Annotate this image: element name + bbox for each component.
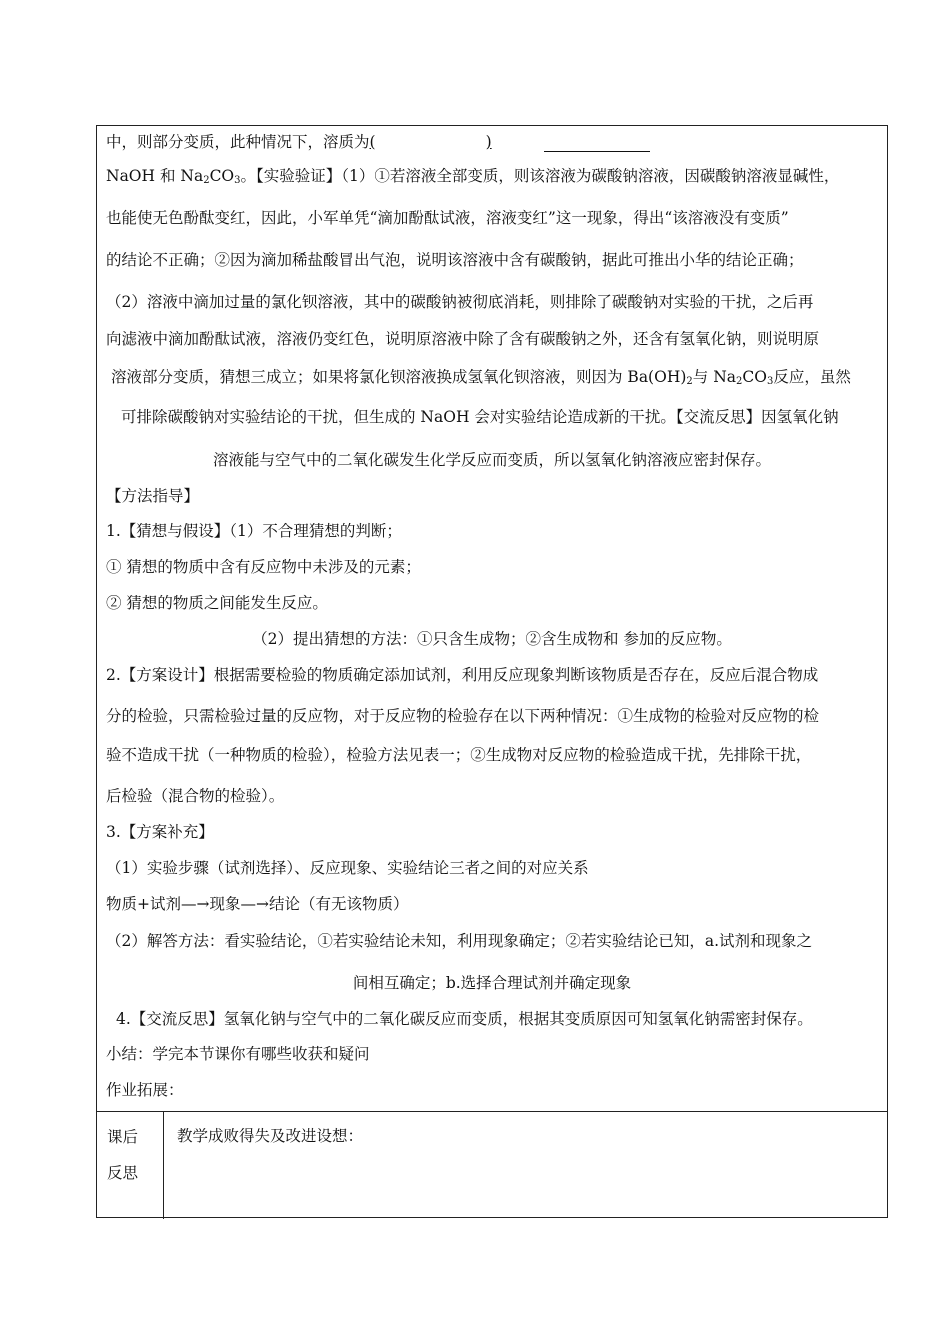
text-line-17: 验不造成干扰（一种物质的检验），检验方法见表一；②生成物对反应物的检验造成干扰，先排除干扰，	[106, 746, 812, 764]
line-text: 。【实验验证】（1）①若溶液全部变质，则该溶液为碳酸钠溶液，因碳酸钠溶液显碱性，	[240, 167, 840, 185]
text-line-23: 间相互确定；b.选择合理试剂并确定现象	[352, 974, 632, 992]
line-text: 反应，虽然	[773, 368, 851, 386]
line-text: NaOH 和 Na	[106, 167, 204, 185]
lesson-table	[96, 125, 888, 1218]
text-line-5: （2）溶液中滴加过量的氯化钡溶液，其中的碳酸钠被彻底消耗，则排除了碳酸钠对实验的干扰，之后再	[106, 293, 814, 311]
subscript: 3	[766, 376, 774, 387]
text-line-13: ② 猜想的物质之间能发生反应。	[106, 594, 328, 612]
reflection-label-1: 课后	[107, 1128, 139, 1146]
reflection-label-cell	[97, 1111, 164, 1219]
text-line-3: 也能使无色酚酞变红，因此，小军单凭“滴加酚酞试液，溶液变红”这一现象，得出“该溶液没有变质”	[106, 209, 789, 227]
text-line-12: ① 猜想的物质中含有反应物中未涉及的元素；	[106, 558, 421, 576]
text-line-19: 3.【方案补充】	[106, 823, 214, 841]
text-line-2	[106, 166, 839, 186]
text-line-8: 可排除碳酸钠对实验结论的干扰，但生成的 NaOH 会对实验结论造成新的干扰。【交流反思】因氢氧化钠	[121, 408, 839, 426]
homework-line: 作业拓展：	[106, 1081, 184, 1099]
text-line-1	[106, 132, 650, 152]
text-line-11: 1.【猜想与假设】（1）不合理猜想的判断；	[106, 522, 402, 540]
paren-open: (	[369, 133, 376, 151]
subscript: 2	[203, 175, 210, 186]
text-line-18: 后检验（混合物的检验）。	[106, 787, 285, 805]
paren-close: )	[485, 133, 492, 151]
reflection-label-2: 反思	[107, 1164, 139, 1182]
text-line-4: 的结论不正确；②因为滴加稀盐酸冒出气泡，说明该溶液中含有碳酸钠，据此可推出小华的结论正确；	[106, 251, 804, 269]
subscript: 3	[234, 175, 241, 186]
line-text: 与 Na	[692, 368, 736, 386]
text-line-9: 溶液能与空气中的二氧化碳发生化学反应而变质，所以氢氧化钠溶液应密封保存。	[212, 451, 771, 469]
summary-line: 小结：学完本节课你有哪些收获和疑问	[106, 1045, 370, 1063]
text-line-6: 向滤液中滴加酚酞试液，溶液仍变红色，说明原溶液中除了含有碳酸钠之外，还含有氢氧化钠，则说明原	[106, 330, 820, 348]
text-line-16: 分的检验，只需检验过量的反应物，对于反应物的检验存在以下两种情况：①生成物的检验对反应物的检	[106, 707, 820, 725]
line-text: CO	[209, 167, 235, 185]
subscript: 2	[736, 376, 743, 387]
text-line-22: （2）解答方法：看实验结论，①若实验结论未知，利用现象确定；②若实验结论已知，a.试剂和现象之	[106, 932, 813, 950]
section-heading-method: 【方法指导】	[106, 487, 200, 505]
lesson-content-cell	[97, 126, 887, 1112]
text-line-20: （1）实验步骤（试剂选择）、反应现象、实验结论三者之间的对应关系	[106, 859, 589, 877]
text-line-14: （2）提出猜想的方法：①只含生成物；②含生成物和 参加的反应物。	[252, 630, 732, 648]
text-line-15: 2.【方案设计】根据需要检验的物质确定添加试剂，利用反应现象判断该物质是否存在，反应后混合物成	[106, 666, 819, 684]
text-line-21: 物质+试剂—→现象—→结论（有无该物质）	[106, 895, 409, 913]
subscript: 2	[686, 376, 693, 387]
line-text: 溶液部分变质，猜想三成立；如果将氯化钡溶液换成氢氧化钡溶液，则因为 Ba(OH)	[111, 368, 687, 386]
answer-blank	[544, 135, 650, 152]
text-line-24: 4.【交流反思】氢氧化钠与空气中的二氧化碳反应而变质，根据其变质原因可知氢氧化钠需密封保存。	[116, 1010, 813, 1028]
text-line-7	[111, 367, 851, 387]
line-text: 中，则部分变质，此种情况下，溶质为	[106, 133, 370, 151]
line-text: CO	[742, 368, 767, 386]
answer-blank-paren	[370, 132, 500, 152]
reflection-content: 教学成败得失及改进设想：	[177, 1127, 364, 1145]
